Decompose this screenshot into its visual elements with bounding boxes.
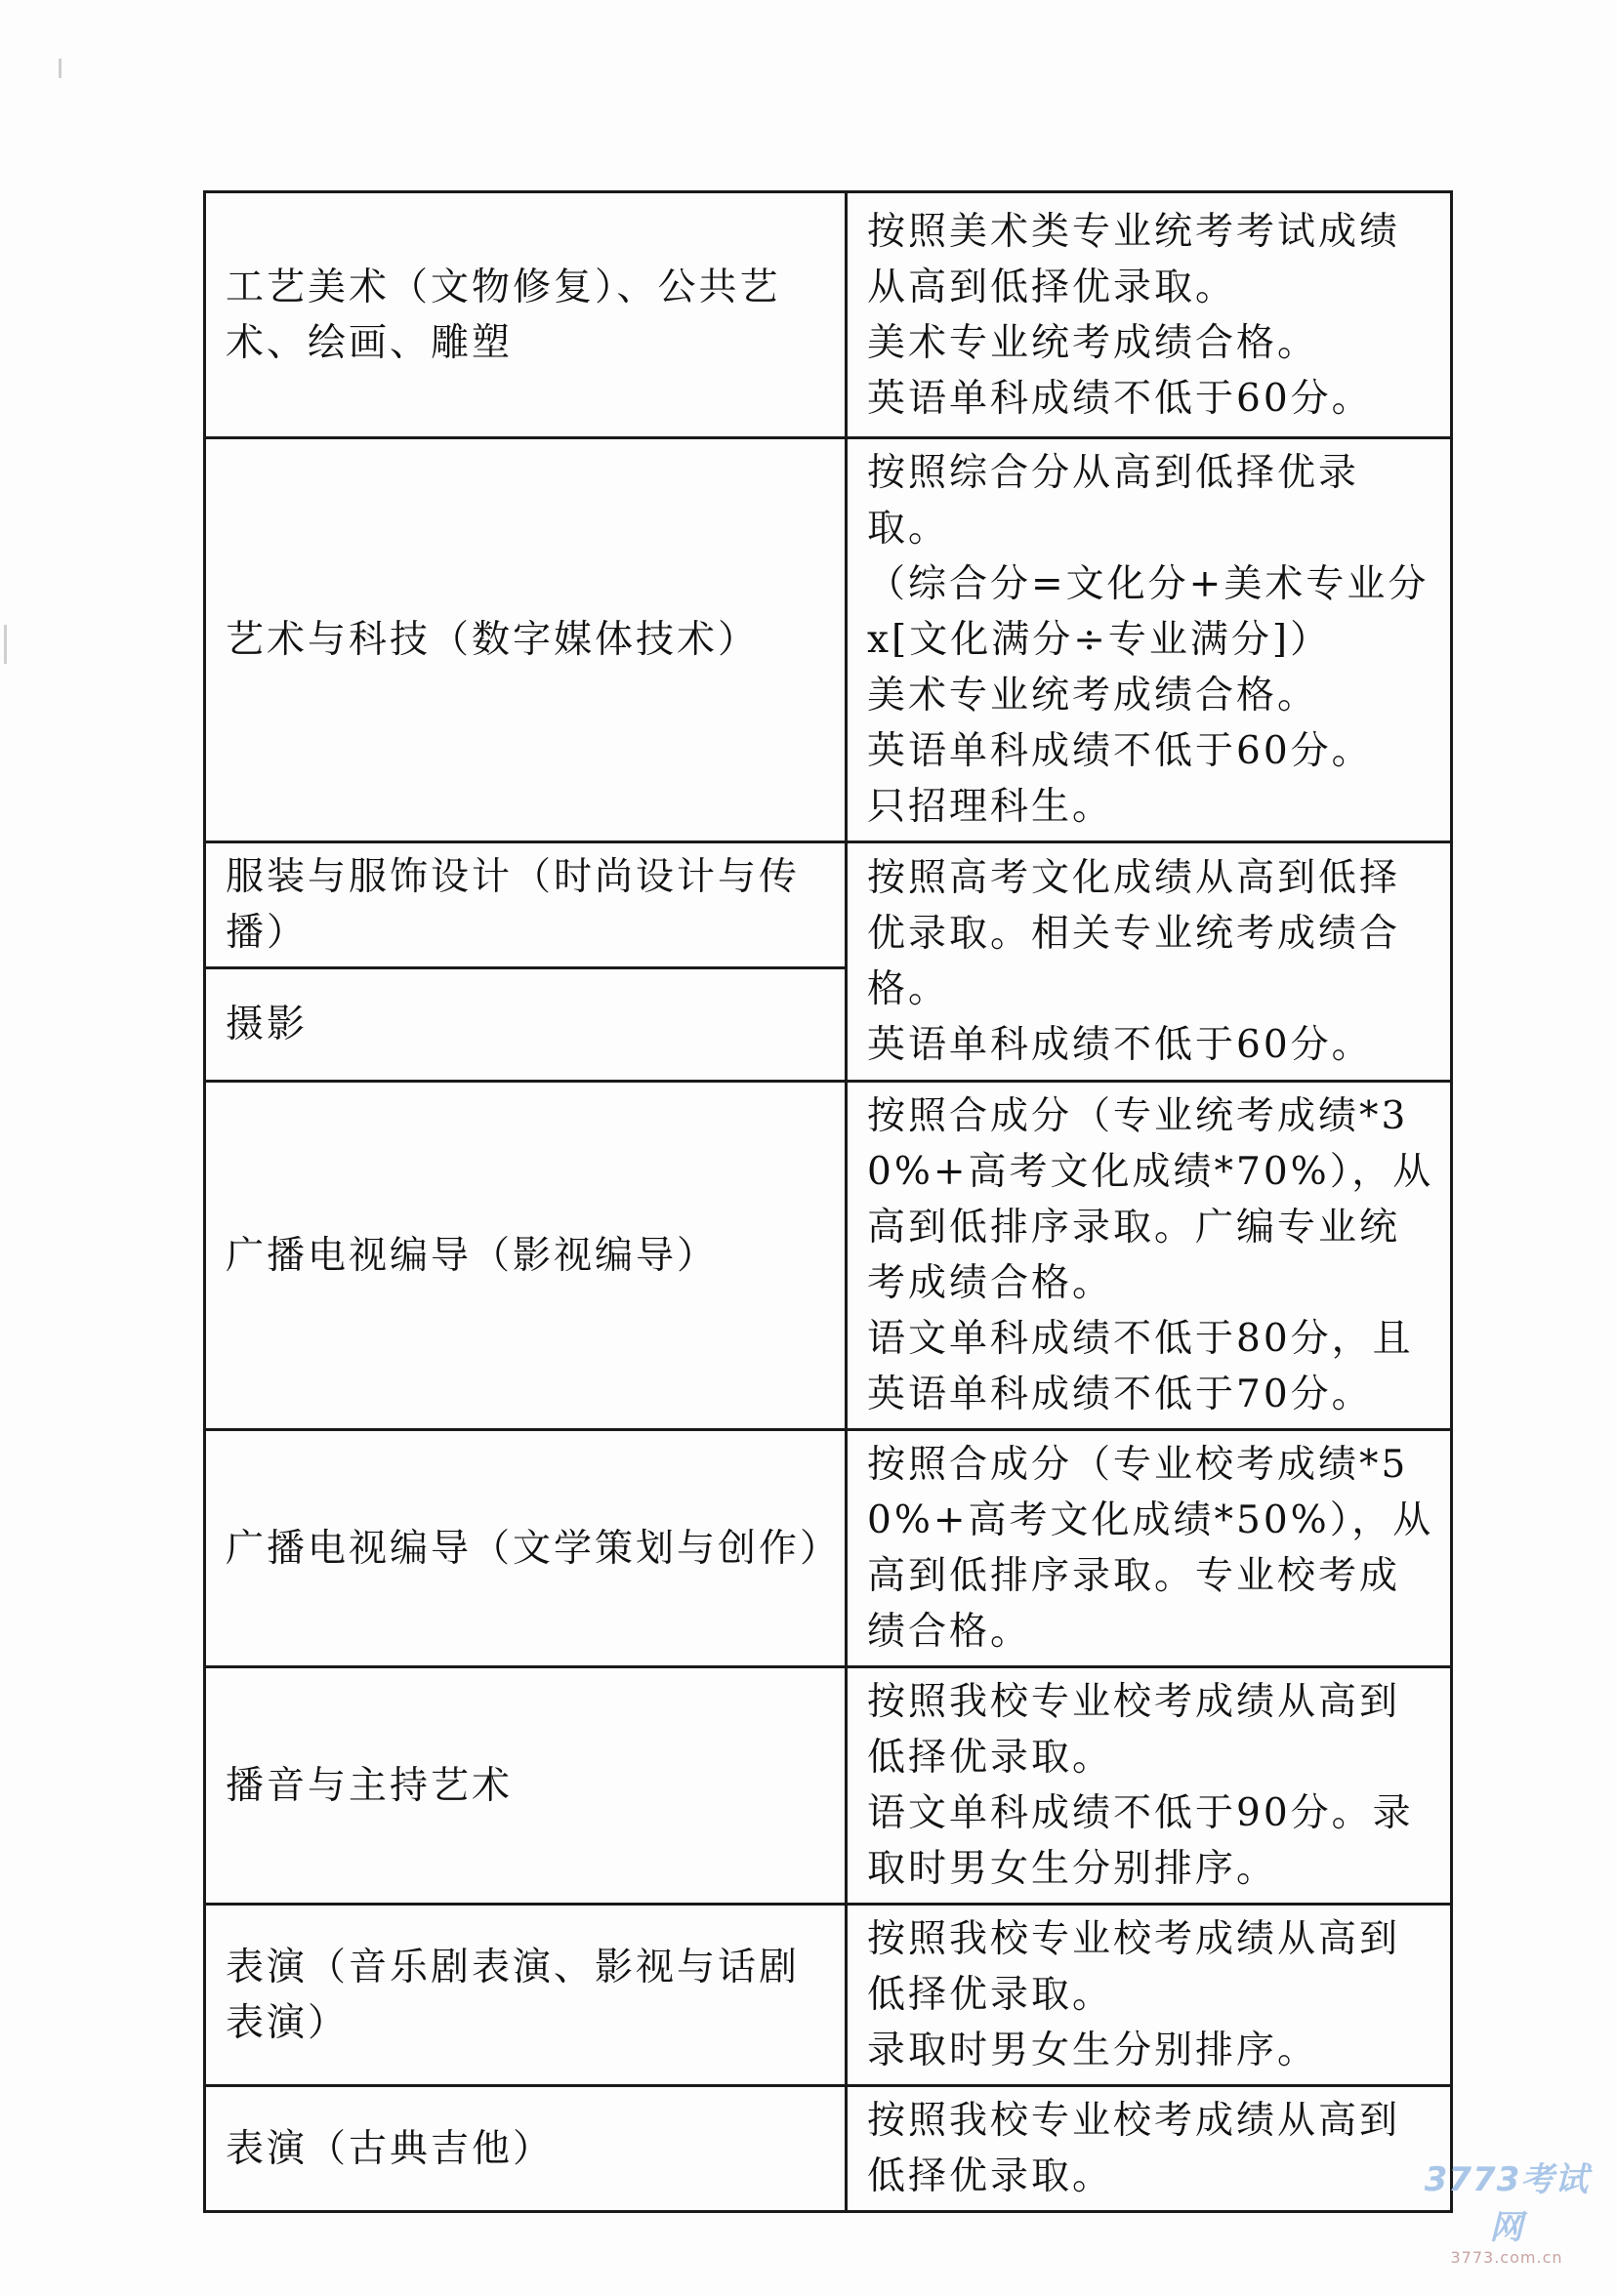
major-cell <box>205 1905 847 2086</box>
major-name: 广播电视编导（文学策划与创作） <box>226 1526 842 1571</box>
scan-artifact <box>4 625 7 664</box>
major-cell <box>205 438 847 842</box>
major-name: 播音与主持艺术 <box>226 1763 514 1808</box>
major-name: 摄影 <box>226 1003 309 1046</box>
requirement-line: 按照高考文化成绩从高到低择优录取。相关专业统考成绩合格。 <box>867 856 1401 1011</box>
requirement-line: 按照我校专业校考成绩从高到低择优录取。 <box>867 1680 1401 1780</box>
major-name: 广播电视编导（影视编导） <box>226 1233 719 1278</box>
requirement-line: 美术专业统考成绩合格。 <box>867 320 1319 365</box>
major-name: 表演（古典吉他） <box>226 2126 555 2171</box>
watermark-url: 3773.com.cn <box>1450 2248 1563 2267</box>
requirement-line: 按照合成分（专业统考成绩*30%+高考文化成绩*70%），从高到低排序录取。广编专业统考成绩合格。 <box>867 1094 1434 1305</box>
table-row <box>205 438 1452 842</box>
requirement-line: 美术专业统考成绩合格。 <box>867 674 1319 718</box>
requirement-line: 英语单科成绩不低于60分。 <box>867 729 1373 773</box>
major-cell <box>205 1667 847 1905</box>
table-row <box>205 1082 1452 1430</box>
watermark-logo-text: 3773考试网 <box>1424 2160 1590 2247</box>
requirement-line: 按照我校专业校考成绩从高到低择优录取。 <box>867 2099 1401 2198</box>
major-cell <box>205 1082 847 1430</box>
requirement-cell <box>847 1667 1452 1905</box>
requirement-cell <box>847 1082 1452 1430</box>
major-cell <box>205 192 847 438</box>
major-name: 服装与服饰设计（时尚设计与传播） <box>226 855 801 955</box>
admission-rules-table <box>203 190 1453 2213</box>
site-watermark <box>1424 2152 1590 2267</box>
requirement-line: 英语单科成绩不低于60分。 <box>867 376 1373 421</box>
major-name: 工艺美术（文物修复）、公共艺术、绘画、雕塑 <box>226 265 781 365</box>
requirement-line: 按照我校专业校考成绩从高到低择优录取。 <box>867 1917 1401 2017</box>
major-cell <box>205 842 847 968</box>
requirement-line: （综合分=文化分+美术专业分x[文化满分÷专业满分]） <box>867 562 1430 662</box>
requirement-cell <box>847 842 1452 1082</box>
requirement-line: 按照综合分从高到低择优录取。 <box>867 451 1360 551</box>
requirement-line: 语文单科成绩不低于80分，且英语单科成绩不低于70分。 <box>867 1317 1414 1416</box>
major-cell <box>205 2086 847 2212</box>
table-row <box>205 2086 1452 2212</box>
requirement-cell <box>847 1430 1452 1667</box>
table-row <box>205 1905 1452 2086</box>
table-row <box>205 1430 1452 1667</box>
major-cell <box>205 968 847 1082</box>
table-row <box>205 1667 1452 1905</box>
major-name: 表演（音乐剧表演、影视与话剧表演） <box>226 1945 801 2045</box>
requirement-cell <box>847 1905 1452 2086</box>
requirement-line: 语文单科成绩不低于90分。录取时男女生分别排序。 <box>867 1791 1414 1891</box>
requirement-cell <box>847 192 1452 438</box>
major-cell <box>205 1430 847 1667</box>
table-row <box>205 842 1452 968</box>
requirement-line: 按照合成分（专业校考成绩*50%+高考文化成绩*50%），从高到低排序录取。专业校考成绩合格。 <box>867 1443 1434 1654</box>
requirement-line: 录取时男女生分别排序。 <box>867 2029 1319 2072</box>
major-name: 艺术与科技（数字媒体技术） <box>226 618 760 662</box>
requirement-line: 按照美术类专业统考考试成绩从高到低择优录取。 <box>867 209 1401 309</box>
requirement-cell <box>847 438 1452 842</box>
requirement-line: 英语单科成绩不低于60分。 <box>867 1023 1373 1067</box>
table-row <box>205 192 1452 438</box>
scan-artifact <box>59 59 62 78</box>
requirement-cell <box>847 2086 1452 2212</box>
requirement-line: 只招理科生。 <box>867 785 1114 829</box>
